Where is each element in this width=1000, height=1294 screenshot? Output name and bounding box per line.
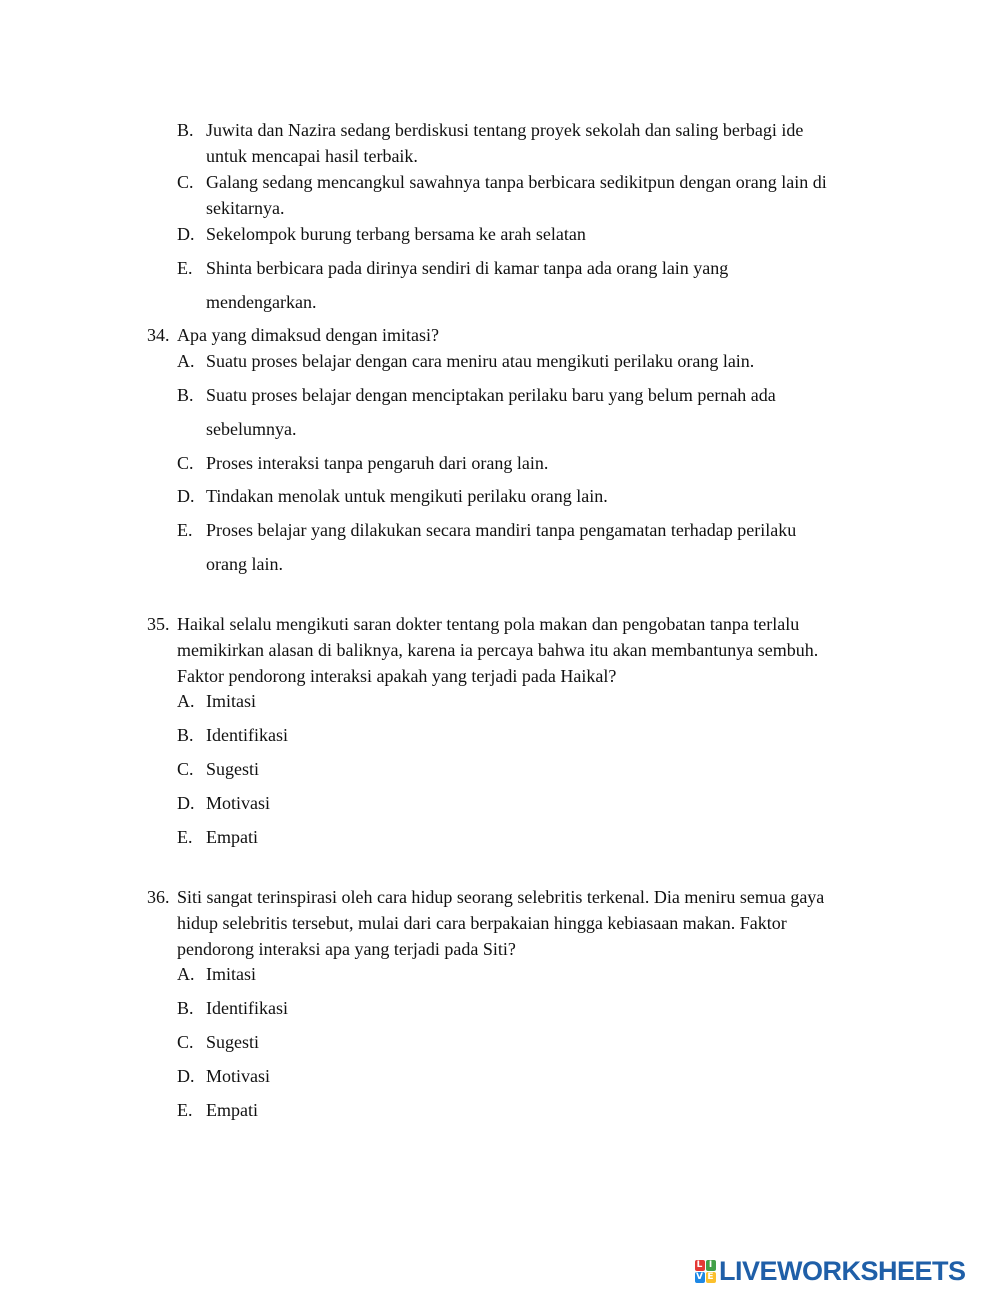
option-text: Motivasi bbox=[206, 793, 271, 813]
option-text: sekitarnya. bbox=[206, 198, 285, 218]
logo-letter: L bbox=[695, 1260, 705, 1271]
option-letter: E. bbox=[177, 258, 193, 278]
option-text: sebelumnya. bbox=[206, 419, 297, 439]
option-letter: E. bbox=[177, 520, 193, 540]
question-number: 34. bbox=[147, 325, 170, 345]
question-text: Apa yang dimaksud dengan imitasi? bbox=[177, 325, 439, 345]
option-letter: B. bbox=[177, 998, 194, 1018]
liveworksheets-logo-icon bbox=[694, 1259, 716, 1283]
option-text: untuk mencapai hasil terbaik. bbox=[206, 146, 418, 166]
option-letter: E. bbox=[177, 827, 193, 847]
logo-letter: E bbox=[707, 1272, 714, 1282]
option-text: Proses interaksi tanpa pengaruh dari orang lain. bbox=[206, 453, 549, 473]
option-letter: E. bbox=[177, 1100, 193, 1120]
option-text: Suatu proses belajar dengan cara meniru atau mengikuti perilaku orang lain. bbox=[206, 351, 755, 371]
option-letter: D. bbox=[177, 793, 195, 813]
option-letter: A. bbox=[177, 964, 195, 984]
option-text: Tindakan menolak untuk mengikuti perilaku orang lain. bbox=[206, 486, 608, 506]
option-text: orang lain. bbox=[206, 554, 283, 574]
question-text: hidup selebritis tersebut, mulai dari cara berpakaian hingga kebiasaan makan. Faktor bbox=[177, 913, 787, 933]
option-text: Imitasi bbox=[206, 691, 256, 711]
option-letter: B. bbox=[177, 120, 194, 140]
liveworksheets-logo[interactable] bbox=[694, 1256, 966, 1286]
option-letter: D. bbox=[177, 224, 195, 244]
option-letter: C. bbox=[177, 453, 194, 473]
option-text: Proses belajar yang dilakukan secara mandiri tanpa pengamatan terhadap perilaku bbox=[206, 520, 797, 540]
question-number: 36. bbox=[147, 887, 170, 907]
option-text: Identifikasi bbox=[206, 725, 288, 745]
liveworksheets-wordmark: LIVEWORKSHEETS bbox=[719, 1255, 966, 1286]
question-text: Haikal selalu mengikuti saran dokter tentang pola makan dan pengobatan tanpa terlalu bbox=[177, 614, 800, 634]
option-text: Sugesti bbox=[206, 759, 260, 779]
option-text: Imitasi bbox=[206, 964, 256, 984]
option-text: Galang sedang mencangkul sawahnya tanpa berbicara sedikitpun dengan orang lain di bbox=[206, 172, 827, 192]
option-text: mendengarkan. bbox=[206, 292, 317, 312]
option-text: Sekelompok burung terbang bersama ke arah selatan bbox=[206, 224, 586, 244]
option-text: Identifikasi bbox=[206, 998, 288, 1018]
option-text: Motivasi bbox=[206, 1066, 271, 1086]
question-number: 35. bbox=[147, 614, 170, 634]
question-text: Siti sangat terinspirasi oleh cara hidup seorang selebritis terkenal. Dia meniru semua gaya bbox=[177, 887, 825, 907]
option-text: Juwita dan Nazira sedang berdiskusi tentang proyek sekolah dan saling berbagi ide bbox=[206, 120, 804, 140]
question-text: memikirkan alasan di baliknya, karena ia percaya bahwa itu akan membantunya sembuh. bbox=[177, 640, 819, 660]
option-text: Suatu proses belajar dengan menciptakan perilaku baru yang belum pernah ada bbox=[206, 385, 776, 405]
option-letter: A. bbox=[177, 351, 195, 371]
question-text: Faktor pendorong interaksi apakah yang terjadi pada Haikal? bbox=[177, 666, 617, 686]
option-text: Empati bbox=[206, 827, 258, 847]
option-letter: C. bbox=[177, 759, 194, 779]
option-letter: B. bbox=[177, 385, 194, 405]
option-letter: D. bbox=[177, 486, 195, 506]
logo-letter: V bbox=[696, 1272, 703, 1282]
option-letter: B. bbox=[177, 725, 194, 745]
logo-letter: I bbox=[706, 1260, 716, 1271]
option-text: Sugesti bbox=[206, 1032, 260, 1052]
option-letter: D. bbox=[177, 1066, 195, 1086]
option-letter: A. bbox=[177, 691, 195, 711]
question-text: pendorong interaksi apa yang terjadi pada Siti? bbox=[177, 939, 516, 959]
option-letter: C. bbox=[177, 172, 194, 192]
option-letter: C. bbox=[177, 1032, 194, 1052]
option-text: Empati bbox=[206, 1100, 258, 1120]
option-text: Shinta berbicara pada dirinya sendiri di kamar tanpa ada orang lain yang bbox=[206, 258, 729, 278]
